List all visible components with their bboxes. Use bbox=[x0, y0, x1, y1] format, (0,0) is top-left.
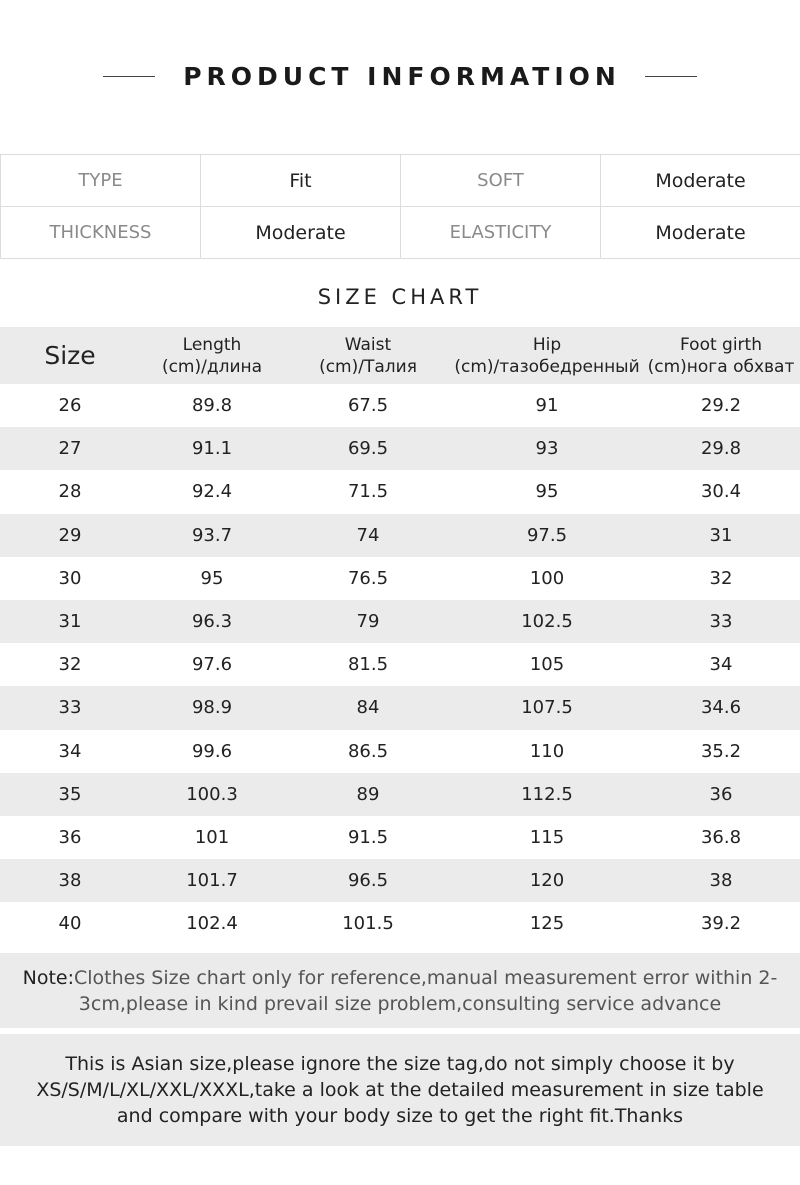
cell-foot-girth: 35.2 bbox=[700, 740, 742, 762]
info-key-elasticity: ELASTICITY bbox=[401, 207, 601, 259]
cell-size: 34 bbox=[58, 740, 82, 762]
cell-foot-girth: 36 bbox=[709, 783, 733, 805]
size-chart-body bbox=[0, 384, 800, 945]
cell-waist: 69.5 bbox=[347, 438, 389, 460]
info-value-elasticity: Moderate bbox=[601, 207, 800, 259]
table-row bbox=[0, 859, 800, 902]
cell-hip: 100 bbox=[529, 567, 565, 589]
asian-size-notice-box bbox=[0, 1034, 800, 1146]
cell-length: 99.6 bbox=[191, 740, 233, 762]
header-length bbox=[140, 334, 284, 378]
product-info-table bbox=[0, 154, 800, 259]
header-waist bbox=[284, 334, 452, 378]
cell-length: 92.4 bbox=[191, 481, 233, 503]
cell-waist: 79 bbox=[356, 611, 380, 633]
title-right-divider bbox=[645, 76, 697, 77]
cell-length: 95 bbox=[200, 567, 224, 589]
header-waist-line2: (cm)/Талия bbox=[319, 356, 417, 377]
cell-waist: 86.5 bbox=[347, 740, 389, 762]
table-row bbox=[0, 643, 800, 686]
cell-size: 31 bbox=[58, 611, 82, 633]
cell-hip: 102.5 bbox=[521, 611, 573, 633]
cell-size: 29 bbox=[58, 524, 82, 546]
cell-length: 101.7 bbox=[186, 870, 238, 892]
table-row bbox=[0, 470, 800, 513]
cell-length: 102.4 bbox=[186, 913, 238, 935]
cell-size: 40 bbox=[58, 913, 82, 935]
cell-size: 38 bbox=[58, 870, 82, 892]
info-key-type: TYPE bbox=[1, 155, 201, 207]
table-row bbox=[0, 427, 800, 470]
cell-waist: 67.5 bbox=[347, 395, 389, 417]
note-box bbox=[0, 953, 800, 1028]
title-left-divider bbox=[103, 76, 155, 77]
page-title: PRODUCT INFORMATION bbox=[183, 61, 621, 91]
cell-hip: 112.5 bbox=[521, 783, 573, 805]
cell-waist: 89 bbox=[356, 783, 380, 805]
cell-foot-girth: 38 bbox=[709, 870, 733, 892]
cell-waist: 74 bbox=[356, 524, 380, 546]
info-value-type: Fit bbox=[201, 155, 401, 207]
table-row bbox=[0, 600, 800, 643]
cell-waist: 81.5 bbox=[347, 654, 389, 676]
header-foot-girth-line1: Foot girth bbox=[680, 334, 762, 355]
cell-waist: 71.5 bbox=[347, 481, 389, 503]
cell-length: 96.3 bbox=[191, 611, 233, 633]
cell-foot-girth: 36.8 bbox=[700, 826, 742, 848]
cell-foot-girth: 29.2 bbox=[700, 395, 742, 417]
product-info-row bbox=[1, 155, 800, 207]
page-title-section bbox=[0, 58, 800, 94]
header-length-line1: Length bbox=[182, 334, 242, 355]
cell-waist: 84 bbox=[356, 697, 380, 719]
size-chart-header-row bbox=[0, 327, 800, 384]
cell-size: 33 bbox=[58, 697, 82, 719]
note-text: Clothes Size chart only for reference,manual measurement error within 2-3cm,please in kind prevail size problem,consulting service advance bbox=[74, 966, 778, 1015]
cell-foot-girth: 30.4 bbox=[700, 481, 742, 503]
table-row bbox=[0, 384, 800, 427]
header-foot-girth bbox=[642, 334, 800, 378]
asian-size-notice: This is Asian size,please ignore the size tag,do not simply choose it by XS/S/M/L/XL/XXL/XXXL,take a look at the detailed measurement in size table and compare with your body size to get the right fit.Thanks bbox=[36, 1053, 764, 1127]
header-waist-line1: Waist bbox=[344, 334, 392, 355]
size-chart-title: SIZE CHART bbox=[317, 285, 483, 309]
note-label: Note: bbox=[22, 966, 74, 989]
table-row bbox=[0, 773, 800, 816]
cell-waist: 91.5 bbox=[347, 826, 389, 848]
header-foot-girth-line2: (cm)нога обхват bbox=[647, 356, 795, 377]
cell-length: 93.7 bbox=[191, 524, 233, 546]
header-size-label: Size bbox=[44, 340, 96, 370]
cell-size: 28 bbox=[58, 481, 82, 503]
cell-foot-girth: 34.6 bbox=[700, 697, 742, 719]
header-length-line2: (cm)/длина bbox=[161, 356, 263, 377]
cell-hip: 115 bbox=[529, 826, 565, 848]
header-hip-line1: Hip bbox=[532, 334, 562, 355]
info-key-soft: SOFT bbox=[401, 155, 601, 207]
cell-hip: 95 bbox=[535, 481, 559, 503]
info-value-thickness: Moderate bbox=[201, 207, 401, 259]
cell-size: 35 bbox=[58, 783, 82, 805]
cell-hip: 105 bbox=[529, 654, 565, 676]
cell-waist: 101.5 bbox=[342, 913, 394, 935]
cell-size: 30 bbox=[58, 567, 82, 589]
cell-foot-girth: 33 bbox=[709, 611, 733, 633]
cell-hip: 97.5 bbox=[526, 524, 568, 546]
cell-length: 89.8 bbox=[191, 395, 233, 417]
cell-length: 100.3 bbox=[186, 783, 238, 805]
cell-hip: 91 bbox=[535, 395, 559, 417]
cell-length: 91.1 bbox=[191, 438, 233, 460]
cell-foot-girth: 32 bbox=[709, 567, 733, 589]
cell-length: 98.9 bbox=[191, 697, 233, 719]
cell-waist: 76.5 bbox=[347, 567, 389, 589]
header-size bbox=[0, 340, 140, 370]
info-value-soft: Moderate bbox=[601, 155, 800, 207]
cell-foot-girth: 31 bbox=[709, 524, 733, 546]
header-hip-line2: (cm)/тазобедренный bbox=[454, 356, 640, 377]
product-info-row bbox=[1, 207, 800, 259]
cell-hip: 93 bbox=[535, 438, 559, 460]
table-row bbox=[0, 816, 800, 859]
table-row bbox=[0, 514, 800, 557]
cell-size: 27 bbox=[58, 438, 82, 460]
info-key-thickness: THICKNESS bbox=[1, 207, 201, 259]
cell-hip: 125 bbox=[529, 913, 565, 935]
cell-waist: 96.5 bbox=[347, 870, 389, 892]
table-row bbox=[0, 902, 800, 945]
cell-size: 32 bbox=[58, 654, 82, 676]
table-row bbox=[0, 557, 800, 600]
cell-hip: 110 bbox=[529, 740, 565, 762]
cell-hip: 107.5 bbox=[521, 697, 573, 719]
header-hip bbox=[452, 334, 642, 378]
cell-size: 36 bbox=[58, 826, 82, 848]
cell-foot-girth: 29.8 bbox=[700, 438, 742, 460]
cell-foot-girth: 34 bbox=[709, 654, 733, 676]
cell-size: 26 bbox=[58, 395, 82, 417]
cell-hip: 120 bbox=[529, 870, 565, 892]
table-row bbox=[0, 686, 800, 729]
size-chart-table bbox=[0, 327, 800, 945]
cell-foot-girth: 39.2 bbox=[700, 913, 742, 935]
note-content bbox=[15, 965, 785, 1017]
cell-length: 97.6 bbox=[191, 654, 233, 676]
cell-length: 101 bbox=[194, 826, 230, 848]
table-row bbox=[0, 730, 800, 773]
